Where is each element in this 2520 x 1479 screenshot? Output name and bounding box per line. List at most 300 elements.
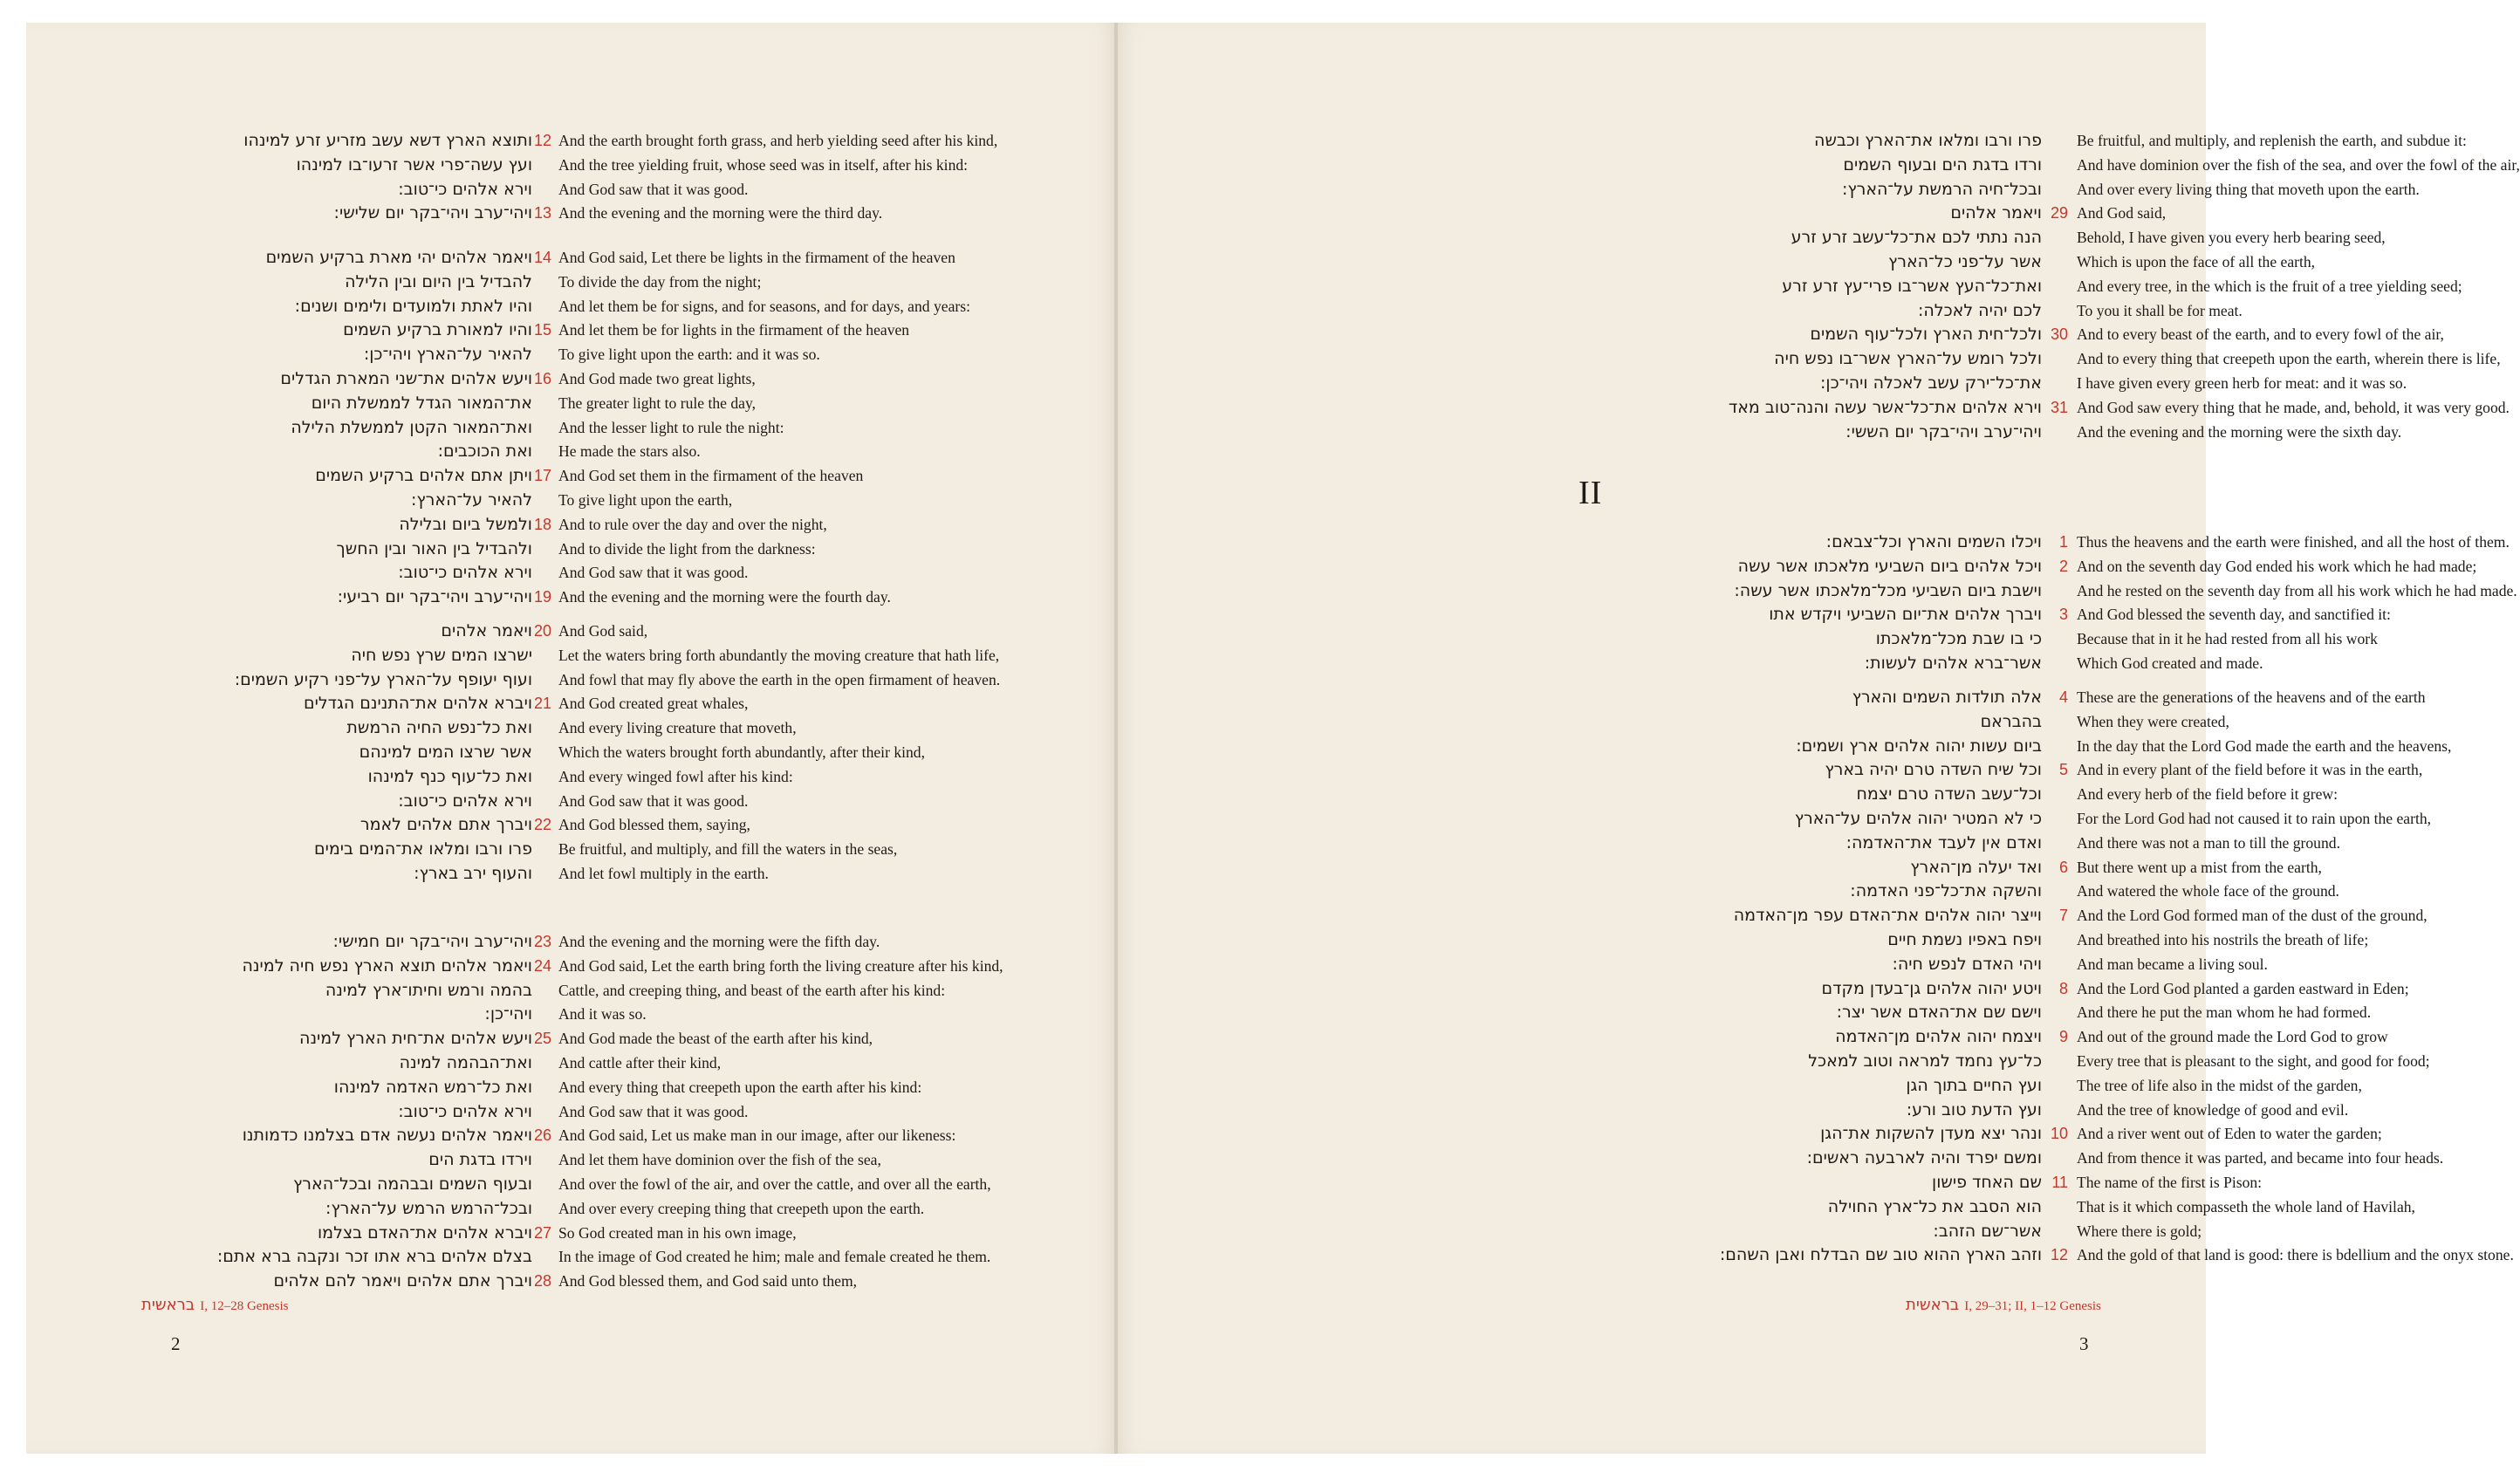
page-number: 3 bbox=[2079, 1333, 2089, 1354]
footer-reference: I, 12–28 Genesis bbox=[200, 1299, 289, 1313]
english-text: When they were created, bbox=[2077, 713, 2229, 730]
hebrew-text: וישבת ביום השביעי מכל־מלאכתו אשר עשה: bbox=[1734, 581, 2042, 600]
verse-line bbox=[1116, 579, 2517, 602]
verse-number: 19 bbox=[533, 588, 551, 606]
verse-line bbox=[26, 1197, 1116, 1220]
left-page-footer bbox=[141, 1296, 288, 1314]
verse-line bbox=[26, 1222, 1116, 1244]
verse-line bbox=[26, 318, 1116, 341]
verse-number: 27 bbox=[533, 1224, 551, 1242]
verse-number: 24 bbox=[533, 957, 551, 975]
verse-line bbox=[26, 538, 1116, 560]
english-text: And cattle after their kind, bbox=[558, 1054, 722, 1072]
hebrew-text: ויתן אתם אלהים ברקיע השמים bbox=[315, 466, 532, 485]
hebrew-text: והיו לאתת ולמועדים ולימים ושנים: bbox=[294, 297, 532, 316]
hebrew-text: ואת הכוכבים: bbox=[437, 442, 532, 461]
hebrew-text: ויהי האדם לנפש חיה: bbox=[1892, 955, 2042, 974]
hebrew-text: כי בו שבת מכל־מלאכתו bbox=[1875, 629, 2042, 648]
hebrew-text: בהבראם bbox=[1980, 712, 2042, 731]
hebrew-text: שם האחד פישון bbox=[1932, 1173, 2042, 1192]
hebrew-text: ביום עשות יהוה אלהים ארץ ושמים: bbox=[1796, 736, 2042, 756]
verse-line bbox=[26, 668, 1116, 691]
verse-line bbox=[1116, 603, 2391, 626]
english-text: Let the waters bring forth abundantly the moving creature that hath life, bbox=[558, 647, 1000, 664]
english-text: And God made two great lights, bbox=[558, 370, 756, 387]
hebrew-text: הנה נתתי לכם את־כל־עשב זרע זרע bbox=[1791, 228, 2042, 247]
verse-line bbox=[1116, 686, 2426, 709]
hebrew-text: והשקה את־כל־פני האדמה: bbox=[1850, 881, 2042, 900]
english-text: And the tree yielding fruit, whose seed was in itself, after his kind: bbox=[558, 156, 969, 174]
hebrew-text: בצלם אלהים ברא אתו זכר ונקבה ברא אתם: bbox=[216, 1247, 532, 1266]
verse-number: 29 bbox=[2050, 204, 2068, 222]
hebrew-text: את־כל־ירק עשב לאכלה ויהי־כן: bbox=[1820, 373, 2042, 393]
verse-line bbox=[26, 790, 1116, 812]
english-text: Cattle, and creeping thing, and beast of the earth after his kind: bbox=[558, 982, 946, 999]
english-text: And God saw that it was good. bbox=[558, 181, 749, 198]
hebrew-text: וייצר יהוה אלהים את־האדם עפר מן־האדמה bbox=[1733, 906, 2042, 925]
verse-line bbox=[26, 202, 1116, 224]
verse-line bbox=[1116, 555, 2477, 578]
verse-number: 2 bbox=[2058, 558, 2068, 575]
verse-line bbox=[26, 129, 1116, 152]
verse-number: 28 bbox=[533, 1272, 551, 1290]
english-text: And in every plant of the field before it was in the earth, bbox=[2077, 761, 2423, 778]
verse-number: 26 bbox=[533, 1126, 551, 1144]
hebrew-text: אלה תולדות השמים והארץ bbox=[1852, 688, 2042, 707]
verse-line bbox=[1116, 178, 2420, 201]
hebrew-text: וירא אלהים כי־טוב: bbox=[398, 180, 532, 199]
english-text: To divide the day from the night; bbox=[558, 273, 762, 291]
hebrew-text: להאיר על־הארץ: bbox=[411, 490, 532, 510]
hebrew-text: ובכל־חיה הרמשת על־הארץ: bbox=[1841, 180, 2042, 199]
english-text: But there went up a mist from the earth, bbox=[2077, 859, 2322, 876]
hebrew-text: ויברך אתם אלהים ויאמר להם אלהים bbox=[273, 1271, 532, 1291]
hebrew-text: פרו ורבו ומלאו את־המים בימים bbox=[314, 839, 532, 859]
verse-line bbox=[1116, 1243, 2514, 1266]
english-text: Which the waters brought forth abundantly, after their kind, bbox=[558, 743, 925, 761]
verse-number: 13 bbox=[533, 204, 551, 222]
verse-line bbox=[1116, 1122, 2382, 1145]
english-text: And the tree of knowledge of good and evil. bbox=[2077, 1101, 2349, 1119]
verse-number: 8 bbox=[2058, 980, 2068, 997]
english-text: And breathed into his nostrils the breath of life; bbox=[2077, 931, 2369, 948]
footer-hebrew-title: בראשית bbox=[141, 1296, 195, 1314]
english-text: And have dominion over the fish of the sea, and over the fowl of the air, bbox=[2077, 156, 2520, 174]
verse-line bbox=[1116, 807, 2432, 830]
verse-line bbox=[1116, 250, 2316, 273]
hebrew-text: כל־עץ נחמד למראה וטוב למאכל bbox=[1808, 1051, 2042, 1071]
english-text: Which God created and made. bbox=[2077, 654, 2263, 672]
english-text: Every tree that is pleasant to the sight, and good for food; bbox=[2077, 1052, 2430, 1070]
verse-number: 7 bbox=[2058, 907, 2068, 924]
english-text: And on the seventh day God ended his work which he had made; bbox=[2077, 558, 2477, 575]
english-text: And the lesser light to rule the night: bbox=[558, 419, 784, 436]
verse-number: 1 bbox=[2058, 533, 2068, 551]
verse-line bbox=[1116, 652, 2263, 674]
verse-number: 9 bbox=[2058, 1028, 2068, 1045]
verse-number: 16 bbox=[533, 370, 551, 387]
verse-line bbox=[1116, 1074, 2362, 1097]
hebrew-text: להאיר על־הארץ ויהי־כן: bbox=[363, 345, 532, 364]
hebrew-text: ויברא אלהים את־התנינם הגדלים bbox=[303, 694, 532, 713]
english-text: Because that in it he had rested from all his work bbox=[2077, 630, 2378, 647]
verse-line bbox=[26, 716, 1116, 739]
verse-number: 31 bbox=[2050, 399, 2068, 416]
hebrew-text: ועץ החיים בתוך הגן bbox=[1906, 1076, 2042, 1095]
verse-line bbox=[1116, 372, 2407, 394]
hebrew-text: ואת־כל־העץ אשר־בו פרי־עץ זרע זרע bbox=[1782, 277, 2042, 296]
english-text: He made the stars also. bbox=[558, 442, 701, 460]
verse-line bbox=[1116, 953, 2268, 976]
verse-line bbox=[26, 644, 1116, 667]
english-text: The greater light to rule the day, bbox=[558, 394, 757, 412]
hebrew-text: ויעש אלהים את־שני המארת הגדלים bbox=[280, 369, 532, 388]
english-text: These are the generations of the heavens and of the earth bbox=[2077, 688, 2426, 706]
verse-number: 11 bbox=[2051, 1174, 2068, 1191]
hebrew-text: ויהי־ערב ויהי־בקר יום חמישי: bbox=[332, 932, 532, 951]
verse-line bbox=[1116, 1171, 2263, 1194]
verse-line bbox=[26, 440, 1116, 462]
verse-line bbox=[1116, 1147, 2444, 1169]
right-page bbox=[1116, 23, 2520, 1454]
english-text: For the Lord God had not caused it to rain upon the earth, bbox=[2077, 810, 2432, 827]
verse-line bbox=[1116, 1025, 2388, 1048]
english-text: And it was so. bbox=[558, 1005, 647, 1023]
hebrew-text: ויברא אלהים את־האדם בצלמו bbox=[318, 1223, 532, 1243]
verse-line bbox=[1116, 323, 2444, 346]
hebrew-text: וזהב הארץ ההוא טוב שם הבדלח ואבן השהם: bbox=[1719, 1245, 2042, 1264]
verse-line bbox=[1116, 832, 2340, 854]
verse-line bbox=[1116, 531, 2510, 553]
hebrew-text: אשר על־פני כל־הארץ bbox=[1887, 252, 2042, 271]
hebrew-text: את־המאור הגדל לממשלת היום bbox=[311, 394, 532, 413]
english-text: And over every living thing that moveth upon the earth. bbox=[2077, 181, 2420, 198]
english-text: And the evening and the morning were the fourth day. bbox=[558, 588, 891, 606]
hebrew-text: ואדם אין לעבד את־האדמה: bbox=[1845, 833, 2042, 852]
english-text: And to every beast of the earth, and to every fowl of the air, bbox=[2077, 325, 2444, 343]
hebrew-text: וכל־עשב השדה טרם יצמח bbox=[1856, 784, 2042, 804]
hebrew-text: וירא אלהים כי־טוב: bbox=[398, 1102, 532, 1121]
english-text: The tree of life also in the midst of the garden, bbox=[2077, 1077, 2362, 1094]
verse-number: 4 bbox=[2058, 688, 2068, 706]
page-number: 2 bbox=[171, 1333, 181, 1354]
verse-number: 20 bbox=[533, 622, 551, 640]
hebrew-text: כי לא המטיר יהוה אלהים על־הארץ bbox=[1794, 809, 2042, 828]
english-text: To you it shall be for meat. bbox=[2077, 302, 2243, 319]
hebrew-text: ויאמר אלהים נעשה אדם בצלמנו כדמותנו bbox=[242, 1126, 532, 1145]
english-text: And the Lord God formed man of the dust of the ground, bbox=[2077, 907, 2428, 924]
hebrew-text: ישרצו המים שרץ נפש חיה bbox=[351, 646, 532, 665]
verse-line bbox=[1116, 928, 2369, 951]
verse-line bbox=[26, 1051, 1116, 1074]
english-text: That is it which compasseth the whole land of Havilah, bbox=[2077, 1198, 2415, 1215]
english-text: And to divide the light from the darkness: bbox=[558, 540, 816, 558]
verse-number: 17 bbox=[533, 467, 551, 484]
english-text: And out of the ground made the Lord God to grow bbox=[2077, 1028, 2388, 1045]
verse-line bbox=[26, 765, 1116, 788]
english-text: And God blessed them, saying, bbox=[558, 816, 750, 833]
english-text: And man became a living soul. bbox=[2077, 955, 2268, 973]
hebrew-text: ועוף יעופף על־הארץ על־פני רקיע השמים: bbox=[234, 670, 532, 689]
verse-number: 22 bbox=[533, 816, 551, 833]
english-text: And over every creeping thing that creepeth upon the earth. bbox=[558, 1200, 925, 1217]
hebrew-text: וירא אלהים כי־טוב: bbox=[398, 791, 532, 811]
english-text: And every winged fowl after his kind: bbox=[558, 768, 793, 785]
hebrew-text: ובכל־הרמש הרמש על־הארץ: bbox=[325, 1199, 532, 1218]
verse-line bbox=[26, 1027, 1116, 1050]
verse-line bbox=[1116, 904, 2428, 927]
hebrew-text: ולמשל ביום ובלילה bbox=[399, 515, 532, 534]
english-text: And let fowl multiply in the earth. bbox=[558, 865, 769, 882]
hebrew-text: ולכל־חית הארץ ולכל־עוף השמים bbox=[1810, 325, 2042, 344]
hebrew-text: ויאמר אלהים bbox=[1950, 203, 2042, 223]
verse-line bbox=[1116, 977, 2409, 1000]
verse-number: 30 bbox=[2050, 325, 2068, 343]
verse-line bbox=[26, 343, 1116, 366]
hebrew-text: ויצמח יהוה אלהים מן־האדמה bbox=[1835, 1027, 2042, 1046]
hebrew-text: בהמה ורמש וחיתו־ארץ למינה bbox=[325, 981, 532, 1000]
english-text: And God made the beast of the earth after his kind, bbox=[558, 1030, 873, 1047]
hebrew-text: אשר שרצו המים למינהם bbox=[359, 743, 532, 762]
verse-line bbox=[26, 692, 1116, 715]
verse-number: 5 bbox=[2058, 761, 2068, 778]
hebrew-text: וישם שם את־האדם אשר יצר: bbox=[1836, 1003, 2042, 1022]
book-spread bbox=[26, 23, 2520, 1454]
verse-line bbox=[1116, 710, 2229, 733]
verse-line bbox=[1116, 1050, 2430, 1072]
hebrew-text: ויפח באפיו נשמת חיים bbox=[1887, 930, 2042, 949]
verse-line bbox=[26, 620, 1116, 642]
english-text: And fowl that may fly above the earth in the open firmament of heaven. bbox=[558, 671, 1001, 688]
footer-reference: I, 29–31; II, 1–12 Genesis bbox=[1964, 1299, 2101, 1313]
verse-line bbox=[1116, 299, 2243, 322]
verse-line bbox=[1116, 627, 2378, 650]
english-text: And God said, bbox=[558, 622, 648, 640]
verse-line bbox=[1116, 396, 2510, 419]
hebrew-text: ומשם יפרד והיה לארבעה ראשים: bbox=[1806, 1148, 2042, 1167]
english-text: And the evening and the morning were the fifth day. bbox=[558, 933, 880, 950]
verse-line bbox=[1116, 347, 2501, 370]
verse-line bbox=[1116, 783, 2338, 805]
english-text: And let them have dominion over the fish of the sea, bbox=[558, 1151, 881, 1168]
hebrew-text: ויכל אלהים ביום השביעי מלאכתו אשר עשה bbox=[1737, 557, 2042, 576]
english-text: And God said, Let the earth bring forth the living creature after his kind, bbox=[558, 957, 1003, 975]
hebrew-text: ולהבדיל בין האור ובין החשך bbox=[336, 539, 532, 558]
verse-line bbox=[26, 464, 1116, 487]
hebrew-text: ואת כל־נפש החיה הרמשת bbox=[346, 718, 532, 737]
english-text: And the Lord God planted a garden eastward in Eden; bbox=[2077, 980, 2409, 997]
hebrew-text: וכל שיח השדה טרם יהיה בארץ bbox=[1825, 760, 2042, 779]
english-text: I have given every green herb for meat: and it was so. bbox=[2077, 374, 2407, 392]
hebrew-text: ויהי־ערב ויהי־בקר יום שלישי: bbox=[333, 203, 532, 223]
verse-number: 3 bbox=[2058, 606, 2068, 623]
verse-line bbox=[26, 930, 1116, 953]
chapter-heading: II bbox=[1578, 475, 1603, 511]
verse-number: 10 bbox=[2050, 1125, 2068, 1142]
english-text: And God saw every thing that he made, and, behold, it was very good. bbox=[2077, 399, 2510, 416]
hebrew-text: ויהי־ערב ויהי־בקר יום הששי: bbox=[1845, 422, 2042, 442]
verse-line bbox=[26, 561, 1116, 584]
english-text: Thus the heavens and the earth were finished, and all the host of them. bbox=[2077, 533, 2510, 551]
hebrew-text: ועץ עשה־פרי אשר זרעו־בו למינהו bbox=[296, 155, 532, 175]
english-text: And there he put the man whom he had formed. bbox=[2077, 1003, 2372, 1021]
hebrew-text: ואד יעלה מן־הארץ bbox=[1910, 858, 2042, 877]
english-text: And from thence it was parted, and became into four heads. bbox=[2077, 1149, 2444, 1167]
english-text: And the evening and the morning were the sixth day. bbox=[2077, 423, 2402, 441]
verse-line bbox=[26, 367, 1116, 390]
english-text: Behold, I have given you every herb bearing seed, bbox=[2077, 229, 2386, 246]
english-text: And God said, Let us make man in our image, after our likeness: bbox=[558, 1126, 956, 1144]
verse-line bbox=[1116, 880, 2339, 902]
hebrew-text: ויהי־כן: bbox=[484, 1004, 532, 1024]
english-text: And the earth brought forth grass, and herb yielding seed after his kind, bbox=[558, 132, 998, 149]
english-text: And God blessed them, and God said unto them, bbox=[558, 1272, 858, 1290]
english-text: And God said, bbox=[2077, 204, 2167, 222]
english-text: And watered the whole face of the ground. bbox=[2077, 882, 2339, 900]
english-text: And he rested on the seventh day from all his work which he had made. bbox=[2077, 582, 2517, 599]
hebrew-text: לכם יהיה לאכלה: bbox=[1917, 301, 2042, 320]
verse-line bbox=[26, 585, 1116, 608]
verse-line bbox=[1116, 856, 2322, 879]
verse-line bbox=[26, 862, 1116, 885]
verse-line bbox=[26, 416, 1116, 439]
hebrew-text: ואת כל־רמש האדמה למינהו bbox=[333, 1078, 532, 1097]
hebrew-text: וירא אלהים כי־טוב: bbox=[398, 563, 532, 582]
verse-line bbox=[26, 1173, 1116, 1195]
verse-line bbox=[26, 813, 1116, 836]
english-text: To give light upon the earth, bbox=[558, 491, 733, 509]
hebrew-text: ויאמר אלהים יהי מארת ברקיע השמים bbox=[265, 248, 532, 267]
verse-line bbox=[26, 1148, 1116, 1171]
verse-line bbox=[26, 178, 1116, 201]
verse-line bbox=[26, 1076, 1116, 1099]
hebrew-text: וירא אלהים את־כל־אשר עשה והנה־טוב מאד bbox=[1728, 398, 2042, 417]
verse-number: 25 bbox=[533, 1030, 551, 1047]
verse-number: 12 bbox=[533, 132, 551, 149]
english-text: And God saw that it was good. bbox=[558, 564, 749, 581]
verse-line bbox=[26, 392, 1116, 414]
hebrew-text: ועץ הדעת טוב ורע: bbox=[1906, 1100, 2042, 1120]
verse-line bbox=[26, 741, 1116, 763]
hebrew-text: ולכל רומש על־הארץ אשר־בו נפש חיה bbox=[1774, 349, 2042, 368]
footer-hebrew-title: בראשית bbox=[1906, 1296, 1960, 1314]
hebrew-text: ורדו בדגת הים ובעוף השמים bbox=[1843, 155, 2042, 175]
english-text: Where there is gold; bbox=[2077, 1222, 2202, 1240]
hebrew-text: ובעוף השמים ובבהמה ובכל־הארץ bbox=[293, 1174, 532, 1194]
verse-line bbox=[1116, 1220, 2206, 1243]
english-text: And God said, Let there be lights in the firmament of the heaven bbox=[558, 249, 955, 266]
verse-line bbox=[1116, 226, 2386, 249]
verse-number: 15 bbox=[533, 321, 551, 339]
hebrew-text: ויברך אלהים את־יום השביעי ויקדש אתו bbox=[1769, 605, 2042, 624]
english-text: And a river went out of Eden to water the garden; bbox=[2077, 1125, 2382, 1142]
hebrew-text: ואת כל־עוף כנף למינהו bbox=[367, 767, 532, 786]
english-text: In the image of God created he him; male and female created he them. bbox=[558, 1248, 991, 1265]
english-text: So God created man in his own image, bbox=[558, 1224, 797, 1242]
english-text: Which is upon the face of all the earth, bbox=[2077, 253, 2316, 270]
hebrew-text: וירדו בדגת הים bbox=[428, 1150, 532, 1169]
english-text: And to rule over the day and over the night, bbox=[558, 516, 827, 533]
english-text: And let them be for lights in the firmament of the heaven bbox=[558, 321, 910, 339]
verse-line bbox=[26, 838, 1116, 860]
hebrew-text: ויכלו השמים והארץ וכל־צבאם: bbox=[1825, 532, 2042, 551]
verse-number: 12 bbox=[2050, 1246, 2068, 1263]
verse-line bbox=[26, 246, 1116, 269]
verse-line bbox=[1116, 202, 2206, 224]
english-text: And to every thing that creepeth upon the earth, wherein there is life, bbox=[2077, 350, 2501, 367]
book-gutter bbox=[1114, 23, 1118, 1454]
verse-number: 23 bbox=[533, 933, 551, 950]
hebrew-text: הוא הסבב את כל־ארץ החוילה bbox=[1827, 1197, 2042, 1216]
verse-line bbox=[26, 513, 1116, 536]
hebrew-text: והיו למאורת ברקיע השמים bbox=[343, 320, 532, 339]
verse-line bbox=[26, 1003, 1116, 1025]
verse-line bbox=[1116, 1195, 2415, 1218]
verse-line bbox=[26, 295, 1116, 318]
verse-number: 18 bbox=[533, 516, 551, 533]
english-text: The name of the first is Pison: bbox=[2077, 1174, 2263, 1191]
english-text: And the gold of that land is good: there is bdellium and the onyx stone. bbox=[2077, 1246, 2514, 1263]
english-text: And every tree, in the which is the fruit of a tree yielding seed; bbox=[2077, 277, 2462, 295]
verse-line bbox=[1116, 154, 2520, 176]
verse-line bbox=[1116, 1001, 2372, 1024]
right-page-footer bbox=[1906, 1296, 2101, 1314]
english-text: And every living creature that moveth, bbox=[558, 719, 797, 736]
hebrew-text: אשר־שם הזהב: bbox=[1933, 1222, 2042, 1241]
hebrew-text: ויהי־ערב ויהי־בקר יום רביעי: bbox=[337, 587, 532, 606]
verse-number: 6 bbox=[2058, 859, 2068, 876]
verse-number: 21 bbox=[533, 695, 551, 712]
english-text: And God blessed the seventh day, and sanctified it: bbox=[2077, 606, 2391, 623]
english-text: Be fruitful, and multiply, and replenish the earth, and subdue it: bbox=[2077, 132, 2467, 149]
verse-line bbox=[1116, 129, 2467, 152]
english-text: And God saw that it was good. bbox=[558, 1103, 749, 1120]
english-text: And every herb of the field before it grew: bbox=[2077, 785, 2338, 803]
english-text: In the day that the Lord God made the earth and the heavens, bbox=[2077, 737, 2452, 755]
verse-line bbox=[1116, 758, 2423, 781]
hebrew-text: ויאמר אלהים תוצא הארץ נפש חיה למינה bbox=[242, 956, 532, 976]
verse-line bbox=[26, 1100, 1116, 1123]
hebrew-text: ויטע יהוה אלהים גן־בעדן מקדם bbox=[1821, 979, 2042, 998]
hebrew-text: ותוצא הארץ דשא עשב מזריע זרע למינהו bbox=[243, 131, 532, 150]
verse-line bbox=[1116, 275, 2462, 298]
english-text: And the evening and the morning were the third day. bbox=[558, 204, 883, 222]
verse-line bbox=[26, 955, 1116, 977]
hebrew-text: ואת־הבהמה למינה bbox=[399, 1053, 532, 1072]
hebrew-text: ויעש אלהים את־חית הארץ למינה bbox=[299, 1029, 532, 1048]
hebrew-text: ונהר יצא מעדן להשקות את־הגן bbox=[1820, 1124, 2042, 1143]
english-text: And God saw that it was good. bbox=[558, 792, 749, 810]
verse-line bbox=[26, 1270, 1116, 1292]
hebrew-text: להבדיל בין היום ובין הלילה bbox=[345, 272, 532, 291]
verse-line bbox=[26, 1124, 1116, 1147]
english-text: And God set them in the firmament of the heaven bbox=[558, 467, 864, 484]
verse-line bbox=[26, 979, 1116, 1002]
verse-line bbox=[1116, 1099, 2349, 1121]
hebrew-text: ואת־המאור הקטן לממשלת הלילה bbox=[291, 418, 532, 437]
hebrew-text: והעוף ירב בארץ: bbox=[414, 864, 532, 883]
english-text: And God created great whales, bbox=[558, 695, 749, 712]
verse-line bbox=[1116, 421, 2402, 443]
verse-line bbox=[26, 154, 1116, 176]
english-text: Be fruitful, and multiply, and fill the waters in the seas, bbox=[558, 840, 898, 858]
english-text: And let them be for signs, and for seasons, and for days, and years: bbox=[558, 298, 970, 315]
left-page bbox=[26, 23, 1116, 1454]
english-text: And every thing that creepeth upon the earth after his kind: bbox=[558, 1078, 922, 1096]
verse-line bbox=[26, 489, 1116, 511]
hebrew-text: ויאמר אלהים bbox=[441, 621, 532, 640]
hebrew-text: אשר־ברא אלהים לעשות: bbox=[1864, 654, 2042, 673]
